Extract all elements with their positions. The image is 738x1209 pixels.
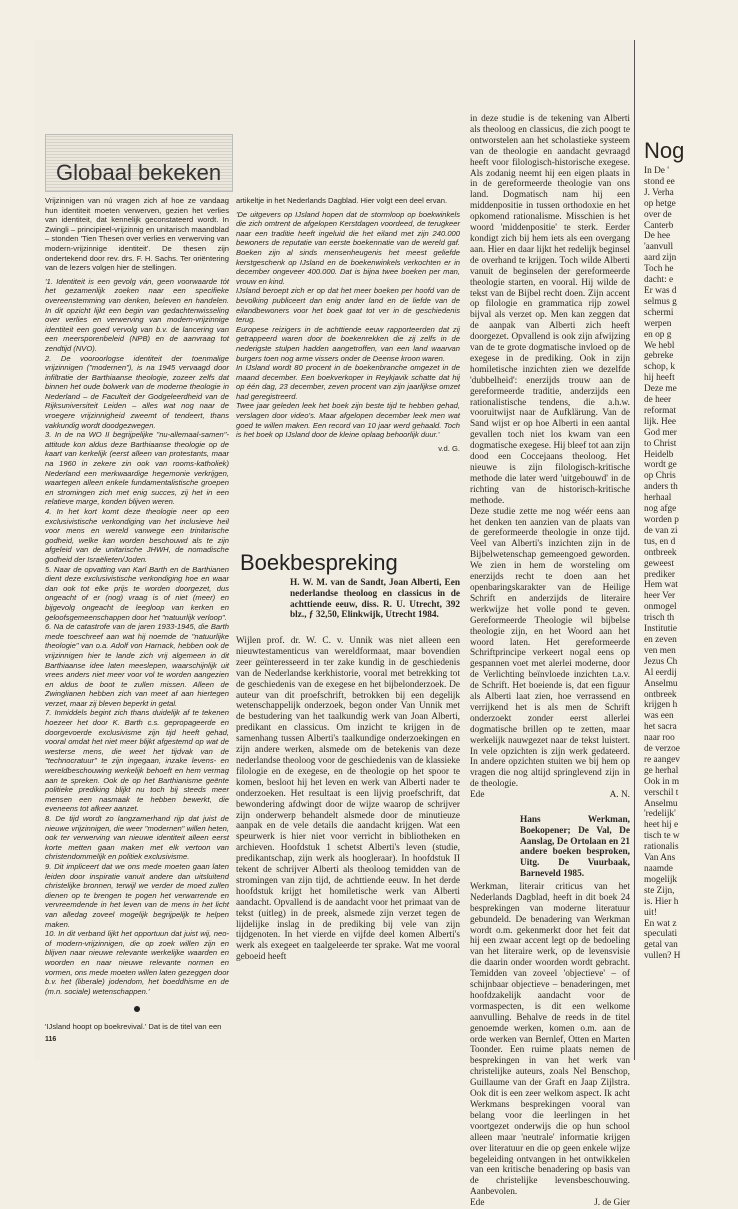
right-page-line: We hebl: [644, 340, 675, 351]
section-title-boekbespreking: Boekbespreking: [240, 550, 398, 575]
right-page-line: Toch he: [644, 264, 674, 275]
ijsland-intro: 'IJsland hoopt op boekrevival.' Dat is de titel van een: [45, 1022, 222, 1032]
right-page-line: ven men: [644, 645, 676, 656]
right-page-line: ge herhal: [644, 765, 679, 776]
review-paragraph: Wijlen prof. dr. W. C. v. Unnik was niet alleen een nieuwtestamenticus van wereldformaat, maar bovendien zeer geïnteresseerd in ter zake kundig in de geschiedenis van de Nederlandse kerkhistorie, vooral met betrekking tot de geschiedenis van de exegese en het bijbelonderzoek. De auteur van dit proefschrift, betrokken bij een degelijk wetenschappelijk onderzoek, begon onder Van Unnik met de bestudering van het taalkundig werk van Joan Alberti, predikant en classicus. Om inzicht te krijgen in de samenhang tussen Alberti's taalkundige onderzoekingen en zijn andere werken, alsmede om de betekenis van deze nederlandse theoloog voor de geschiedenis van de klassieke filologie en de exegese, en de theologie op het spoor te komen, besloot hij het leven en werk van Alberti nader te onderzoeken. Het resultaat is een lijvig proefschrift, dat bewondering afdwingt door de wijze waarop de schrijver zijn onderwerp behandelt alsmede door de minutieuze aanpak en de vele details die aandacht krijgen. Wat een speurwerk is hier niet voor verricht in bibliotheken en archieven. Hoofdstuk 1 schetst Alberti's leven (studie, predikantschap, zijn werk als hoogleraar). In hoofdstuk II tekent de schrijver Alberti als theoloog temidden van de stromingen van zijn tijd, de achttiende eeuw. In het derde hoofdstuk krijgt het homiletische werk van Alberti aandacht. Opvallend is de aandacht voor het primaat van de tekst (uitleg) in de preek, alsmede zijn verzet tegen de lijdelijke inslag in de prediking bij vele van zijn tijdgenoten. In het vierde en vijfde deel komen Alberti's werk als exegeet en taalgeleerde ter sprake. Wat me vooral geboeid heeft: [236, 636, 460, 963]
right-page-line: de van zi: [644, 525, 678, 536]
book-reference: Hans Werkman, Boekopener; De Val, De Aanslag, De Ortolaan en 21 andere boeken besproken, Uitg. De Vuurbaak, Barneveld 1985.: [520, 815, 630, 880]
right-page-line: Deze me: [644, 384, 677, 395]
right-page-line: mogelijk: [644, 874, 678, 885]
right-page-line: De hee: [644, 231, 671, 242]
signature-place: Ede: [470, 790, 485, 801]
right-page-line: re aangev: [644, 754, 680, 765]
right-page-column: [644, 166, 738, 962]
right-page-line: schermi: [644, 307, 674, 318]
right-page-line: ontbreek: [644, 547, 677, 558]
right-page-line: worden p: [644, 515, 679, 525]
thesis: 10. In dit verband lijkt het opportuun dat juist wij, neo- of modern-vrijzinnigen, die op zoek willen zijn en blijven naar nieuwe relevante werkelijke waarden en woorden en naar nieuwe relevante normen en vormen, ons mede moeten willen laten gezeggen door b.v. het (liberale) jodendom, het boeddhisme en de (m.n. sociale) wetenschappen.': [45, 929, 229, 996]
right-page-line: en zeven: [644, 634, 677, 645]
right-page-line: selmus g: [644, 296, 677, 307]
right-page-line: anders th: [644, 482, 678, 493]
right-page-line: heet hij e: [644, 820, 679, 831]
right-page-line: verschil t: [644, 787, 679, 798]
column-2-top: [236, 196, 460, 453]
right-page-line: de verzoe: [644, 744, 680, 755]
signature-place: Ede: [470, 1198, 485, 1209]
right-page-line: Canterb: [644, 220, 674, 231]
right-page-line: 'aanvull: [644, 242, 674, 253]
thesis: 9. Dit impliceert dat we ons mede moeten gaan laten leiden door inspiratie vanuit andere dan uitsluitend christelijke bronnen, terwijl we verder de moed zullen dienen op te brengen te pogen het verwarrende en vervreemdende in het leven van de mens in het licht van alledag zoveel mogelijk begrijpelijk te helpen maken.: [45, 861, 229, 929]
right-page-line: lijk. Hee: [644, 416, 677, 427]
right-page-line: de heer: [644, 395, 672, 406]
review-paragraph: Werkman, literair criticus van het Nederlands Dagblad, heeft in dit boek 24 besprekingen van moderne literatuur gebundeld. De benadering van Werkman wordt o.m. gekenmerkt door het feit dat hij een zwaar accent legt op de bedoeling van het literaire werk, op de levensvisie die daarin onder woorden wordt gebracht. Temidden van zoveel 'objectieve' – of schijnbaar objectieve – benaderingen, met hoofdzakelijk aandacht voor de vormaspecten, is dit een welkome aanvulling. Behalve de reeds in de titel genoemde werken, komen o.m. aan de orde werken van Bernlef, Otten en Marten Toonder. Een ruime plaats nemen de besprekingen in van het werk van christelijke auteurs, zoals Nel Benschop, Guillaume van der Graft en Jaap Zijlstra. Ook dit is een zeer welkom aspect. Ik acht Werkmans besprekingen vooral van belang voor die leerlingen in het voortgezet onderwijs die op hun school alleen maar 'neutrale' informatie krijgen over literatuur en die op geen enkele wijze begeleiding ontvangen in het ontwikkelen van een kritische benadering op basis van de christelijke levensbeschouwing. Aanbevolen.: [470, 881, 630, 1198]
right-page-line: getal van: [644, 940, 678, 951]
signature: v.d. G.: [438, 443, 460, 453]
right-page-line: gebreke: [644, 351, 674, 362]
right-page-line: herhaal: [644, 493, 672, 504]
right-page-line: hij heeft: [644, 373, 675, 384]
right-page-line: vullen? H: [644, 951, 681, 962]
right-page-line: ontbreek: [644, 689, 677, 700]
signature-initials: A. N.: [609, 790, 630, 801]
right-page-line: ste Zijn,: [644, 885, 675, 896]
right-page-line: uit!: [644, 907, 657, 918]
right-page-line: wordt ge: [644, 460, 677, 471]
right-page-line: God mer: [644, 427, 677, 438]
right-page-line: 'redelijk': [644, 809, 676, 820]
right-page-line: Er was d: [644, 285, 677, 296]
right-page-line: nog afge: [644, 504, 677, 515]
review1-signature: [470, 790, 630, 801]
right-page-line: Anselmu: [644, 678, 678, 689]
right-page-line: aard zijn: [644, 253, 677, 264]
right-page-line: heer Ver: [644, 591, 676, 602]
page-number: 116: [45, 1036, 57, 1043]
right-page-line: Heidelb: [644, 449, 674, 460]
review-paragraph: in deze studie is de tekening van Alberti als theoloog en classicus, die zich poogt te ontworstelen aan het scholastieke systeem van de theologie en aandacht gevraagd heeft voor filologisch-historische exegese. Als zodanig neemt hij een eigen plaats in in de gereformeerde theologie van ons land. Dogmatisch nam hij een middenpositie in tussen orthodoxie en het opkomend rationalisme. Misschien is het woord 'middenpositie' te sterk. Eerder kondigt zich bij hem iets als een overgang aan. Hier en daar lijkt het redelijk beginsel de overhand te krijgen. Toch wilde Alberti vanuit de beginselen der gereformeerde theologie starten, en vooral. Hij wilde de tekst van de Bijbel recht doen. Zijn accent op filologie en grammatica rijp zowel bijval als verzet op. Men kan zeggen dat de aanpak van Alberti zich heeft doorgezet. Opvallend is ook zijn afwijzing van de te grote dogmatische invloed op de exegese in de prediking. Ook in zijn homiletische inzichten zien we dezelfde 'dubbelheid': enerzijds trouw aan de gereformeerde traditie, anderzijds een rationalistische tendens, die a.h.w. vooruitwijst naar de Aufklärung. Van de Sand wijst er op hoe Alberti in een aantal gevallen toch niet los kwam van een dogmatische exegese. Hij bleef tot aan zijn dood een Coccejaans theoloog. Het nieuwe is zijn filologisch-kritische methode die later werd 'uitgebouwd' in de richting van de historisch-kritische methode.: [470, 114, 630, 506]
right-page-line: Institutie: [644, 624, 678, 635]
right-page-line: trisch th: [644, 613, 675, 624]
theses-list: [45, 277, 229, 997]
quote-paragraph: 'De uitgevers op IJsland hopen dat de stormloop op boekwinkels die zich omtrent de afgelopen Kerstdagen voordeed, de terugkeer naar een traditie heeft ingeluid die het eiland met zijn 240.000 bewoners de reputatie van eerste boekennatie van de wereld gaf. Boeken zijn al sinds mensenheugenis het meest geliefde kerstgeschenk op IJsland en de boekenwinkels verkochten er in december ongeveer 400.000. Dat is bijna twee boeken per man, vrouw en kind.: [236, 209, 460, 286]
ijsland-intro-cont: artikeltje in het Nederlands Dagblad. Hier volgt een deel ervan.: [236, 196, 448, 205]
signature-name: J. de Gier: [594, 1198, 630, 1209]
review2-signature: [470, 1198, 630, 1209]
ijsland-quote: [236, 210, 460, 440]
right-page-line: Anselmu: [644, 798, 678, 809]
right-page-line: rationalis: [644, 842, 679, 853]
right-page-line: speculati: [644, 929, 678, 940]
right-page-line: stond ee: [644, 176, 675, 187]
quote-paragraph: In IJsland wordt 80 procent in de boekenbranche omgezet in de maand december. Een boekverkoper in Reykjavik schatte dat hij op één dag, 23 december, zeven procent van zijn jaarlijkse omzet had geregistreerd.: [236, 363, 460, 401]
right-page-line: over de: [644, 209, 672, 220]
right-page-line: geweest: [644, 558, 674, 569]
right-page-line: dacht: e: [644, 275, 674, 286]
thesis: 7. Inmiddels begint zich thans duidelijk af te tekenen hoezeer het door K. Barth c.s. gepropageerde en doorgevoerde exclusivisme zijn tijd heeft gehad, vooral omdat het niet meer blijkt afgestemd op wat de westerse mens, die weet het tijdvak van de "technocratuur" te zijn ingegaan, inzake levens- en wereldbeschouwing werkelijk behoeft en hem vermag aan te spreken. Ook de op het Barthianisme geënte politieke prediking blijkt nu toch bij steeds meer mensen een nasmaak te hebben bewerkt, die eveneens tot afkeer aanzet.: [45, 708, 229, 814]
quote-paragraph: Twee jaar geleden leek het boek zijn beste tijd te hebben gehad, verslagen door video's. Maar afgelopen december leek men wat goed te willen maken. Een record van 10 jaar werd gehaald. Toch is het boek op IJsland door de kleine oplaag behoorlijk duur.': [236, 401, 460, 440]
column-3: [470, 114, 630, 1209]
right-page-line: tus, en d: [644, 536, 676, 547]
review1-reference: [290, 578, 460, 621]
column-1: [45, 196, 229, 1036]
right-page-line: was een: [644, 711, 674, 722]
right-page-line: krijgen h: [644, 700, 678, 711]
right-page-line: op Chris: [644, 471, 676, 482]
right-page-line: werpen: [644, 318, 672, 329]
quote-paragraph: IJsland beroept zich er op dat het meer boeken per hoofd van de bevolking publiceert dan enig ander land en de liefde van de eilandbewoners voor het boek gaat tot ver in de geschiedenis terug.: [236, 286, 460, 325]
review1-body-col2: [236, 636, 460, 967]
right-page-line: to Christ: [644, 438, 677, 449]
right-page-line: Jezus Ch: [644, 656, 678, 667]
right-page-line: Al eerdij: [644, 667, 677, 678]
right-page-line: Ook in m: [644, 776, 680, 787]
right-page-line: prediker: [644, 569, 675, 580]
thesis: 5. Naar de opvatting van Karl Barth en de Barthianen dient deze exclusivistische verkondiging hoe en waar dan ook tot elke prijs te worden doorgezet, dus ongeacht of er (nog) vraag is of niet (meer) en bijgevolg ongeacht de leegloop van kerken en geloofsgemeenschappen door het "natuurlijk verloop".: [45, 564, 229, 622]
right-page-line: Hem wat: [644, 580, 678, 591]
thesis: 2. De vooroorlogse identiteit der toenmalige vrijzinnigen ("modernen"), is na 1945 vervaagd door infiltratie der Barthiaanse theologie, zozeer zelfs dat binnen het oude bolwerk van de moderne theologie in Nederland – de Faculteit der Godgeleerdheid van de Rijksuniversiteit Leiden – alles wat nog naar de vroegere vrijzinnigheid zweemt of tendeert, thans vakkundig wordt doodgezwegen.: [45, 353, 229, 430]
right-page-line: en op g: [644, 329, 672, 340]
right-page-line: onmogel: [644, 602, 677, 613]
right-page-line: tisch te w: [644, 831, 680, 842]
right-page-line: is. Hier h: [644, 896, 679, 907]
thesis: 3. In de na WO II begrijpelijke "nu-allemaal-samen"-attitude kon aldus deze Barthiaanse theologie op de kaart van kerkelijk (eerst alleen van protestants, maar na 1960 in zekere zin ook van rooms-katholiek) Nederland een merkwaardige hegemonie verkrijgen, waartegen alleen enkele fundamentalistische groepen en stromingen zich met enig succes, zij het in een relatieve marge, konden blijven weren.: [45, 430, 229, 507]
review-paragraph: Deze studie zette me nog wéér eens aan het denken ten aanzien van de plaats van de gereformeerde theologie in onze tijd. Veel van Alberti's inzichten zijn in de Bijbelwetenschap gemeengoed geworden. We zien in hem de worsteling om enerzijds recht te doen aan het openbaringskarakter van de Heilige Schrift en anderzijds de literaire werkwijze het volle pond te geven. Gereformeerde Theologie wil bijbelse theologie zijn, en het Woord aan het woord laten. Het gereformeerde Schriftprincipe verkeert nogal eens op gespannen voet met alerlei moderne, door de Verlichting beïnvloede inzichten t.a.v. de Schrift. Het boeiende is, dat een figuur als Alberti laat zien, hoe verrassend en verrijkend het is als men de Schrift onderzoekt zonder eerst allerlei dogmatische brillen op te zetten, maar werkelijk nauwgezet naar de tekst luistert. In vele opzichten is zijn werk gedateerd. In andere opzichten stuiten we bij hem op vragen die nog altijd springlevend zijn in de theologie.: [470, 506, 630, 790]
section-title-globaal-bekeken: Globaal bekeken: [56, 160, 222, 185]
right-page-line: En wat z: [644, 918, 677, 929]
right-page-line: naamde: [644, 864, 673, 874]
right-page-line: op hetge: [644, 198, 676, 209]
right-page-line: reformat: [644, 405, 677, 416]
thesis: '1. Identiteit is een gevolg ván, geen voorwaarde tót het gezamenlijk zoeken naar een specifieke overeenstemming van denken, beleven en handelen. In dit opzicht lijkt een begin van gedachtenwisseling over verlies en verwerving van modern-vrijzinnige identiteit een goed vervolg van b.v. de lancering van een meersporenbeleid (NPB) en de aanvraag tot zendtijd (NVO).: [45, 276, 229, 353]
thesis: 6. Na de catastrofe van de jaren 1933-1945, die Barth mede toeschreef aan wat hij noemde de "natuurlijke theologie" van o.a. Adolf von Harnack, hebben ook de vrijzinnigen hier te lande zich vrij algemeen in dit Barthiaanse idee laten meeslepen, waarschijnlijk uit vrees anders niet meer voor vol te worden aangezien en aldus de boot te zullen missen. Alleen de Zwinglianen hebben zich van meet af aan hiertegen verzet, maar zij bleven beperkt in getal.: [45, 622, 229, 708]
right-page-line: naar roo: [644, 733, 675, 744]
right-page-line: J. Verha: [644, 187, 674, 198]
right-page-line: het sacra: [644, 722, 677, 733]
right-page-line: In De ': [644, 166, 669, 176]
book-reference: H. W. M. van de Sandt, Joan Alberti, Een nederlandse theoloog en classicus in de achttiende eeuw, diss. R. U. Utrecht, 392 blz., ƒ 32,50, Elinkwijk, Utrecht 1984.: [290, 578, 460, 621]
right-page-line: schop, k: [644, 362, 675, 373]
right-page-line: Van Ans: [644, 853, 676, 864]
separator-bullet: [134, 1006, 140, 1012]
thesis: 4. In het kort komt deze theologie neer op een exclusivistische verkondiging van het inclusieve heil voor mens en wereld vanwege een trinitarische godheid, welke kan worden beschouwd als te zijn afgeleid van de unitarische JHWH, de nomadische godheid der Israëlieten/Joden.: [45, 507, 229, 564]
quote-paragraph: Europese reizigers in de achttiende eeuw rapporteerden dat zij getrappeerd waren door de boekenrekken die zij zelfs in de nederigste stulpen hadden aangetroffen, van een land waarvan burgers toen nog arme vissers onder de Deense kroon waren.: [236, 324, 460, 363]
intro-paragraph: Vrijzinnigen van nú vragen zich af hoe ze vandaag hun identiteit moeten verwerven, gezien het verlies van identiteit, dat kennelijk geconstateerd wordt. In Zwingli – principieel-vrijzinnig en unitarisch maandblad – stonden 'Tien Thesen over verlies en verwerving van modern-vrijzinnige identiteit'. De thesen zijn ondertekend door rev. drs. F. H. Sachs. Ter oriëntering van de lezers volgen hier de stellingen.: [45, 196, 229, 273]
right-page-title: Nog: [644, 138, 685, 163]
thesis: 8. De tijd wordt zo langzamerhand rijp dat juist de nieuwe vrijzinnigen, die weer "modernen" willen heten, ook ter verwerving van nieuwe identiteit alleen eerst korte metten gaan maken met elk vertoon van christendommelijk en politiek exclusivisme.: [45, 814, 229, 862]
